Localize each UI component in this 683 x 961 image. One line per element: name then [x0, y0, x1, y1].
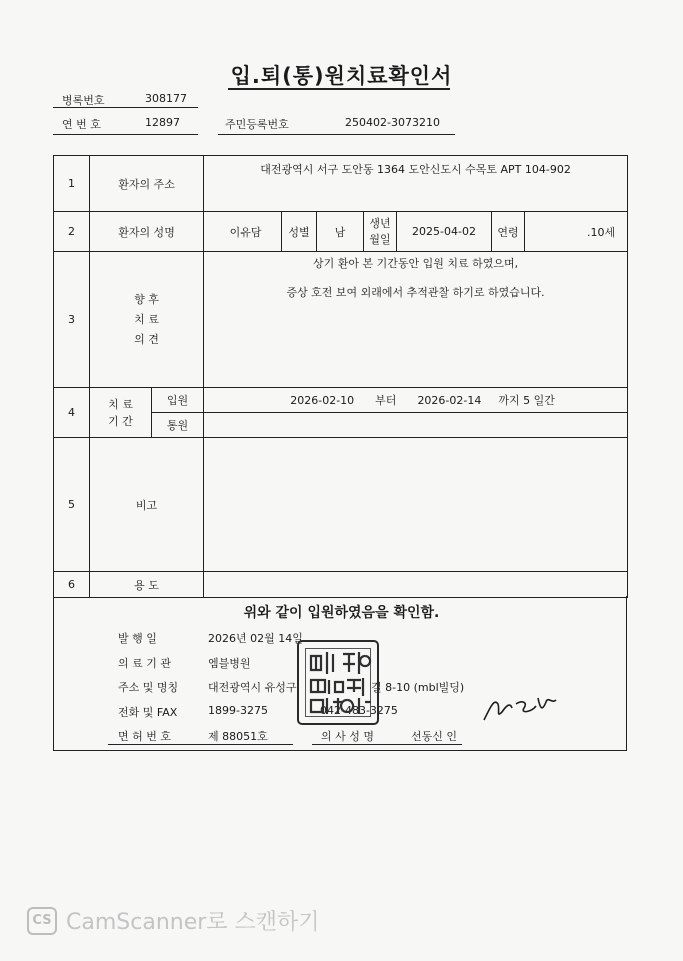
inpatient-end: 2026-02-14 — [417, 394, 482, 407]
serial-number-underline — [53, 134, 198, 135]
institution-address: 대전광역시 유성구 — [208, 681, 297, 694]
resident-number-value: 250402-3073210 — [345, 116, 440, 129]
address-label: 환자의 주소 — [90, 156, 204, 212]
birth-date: 2025-04-02 — [397, 212, 492, 252]
camscanner-logo-icon: CS — [27, 907, 57, 935]
issue-date-label: 발 행 일 — [118, 632, 157, 645]
row-1-number: 1 — [54, 156, 90, 212]
opinion-label-line-2: 치 료 — [134, 312, 159, 326]
institution-value: 엠블병원 — [208, 657, 251, 670]
institution-address-tail: 길 8-10 (mbl빌딩) — [371, 681, 465, 694]
camscanner-watermark: CamScanner로 스캔하기 — [66, 910, 320, 935]
record-number-value: 308177 — [145, 92, 187, 105]
resident-number-underline — [218, 134, 455, 135]
opinion-label — [90, 252, 204, 388]
doctor-signature — [480, 690, 560, 726]
record-number-underline — [53, 107, 198, 108]
certificate-table — [53, 155, 628, 598]
name-label: 환자의 성명 — [90, 212, 204, 252]
inpatient-until: 까지 5 일간 — [498, 394, 555, 407]
opinion-line-1: 상기 환아 본 기간동안 입원 치료 하였으며, — [313, 257, 519, 270]
period-label-line-1: 치 료 — [108, 397, 133, 411]
license-label: 면 허 번 호 — [118, 730, 171, 743]
age-value: .10세 — [525, 212, 628, 252]
opinion-text — [204, 252, 628, 388]
fax-value: 042-483-3275 — [320, 704, 398, 717]
period-label-line-2: 기 간 — [108, 414, 133, 428]
birth-label — [364, 212, 397, 252]
record-number-label: 병록번호 — [62, 94, 105, 107]
document-title: 입.퇴(통)원치료확인서 — [230, 64, 453, 88]
row-4-number: 4 — [54, 388, 90, 438]
inpatient-from: 부터 — [375, 394, 397, 407]
resident-number-label: 주민등록번호 — [225, 118, 289, 131]
opinion-line-2: 증상 호전 보여 외래에서 추적관찰 하기로 하였습니다. — [286, 286, 545, 299]
confirmation-text: 위와 같이 입원하였음을 확인함. — [243, 605, 440, 621]
remarks-label: 비고 — [90, 438, 204, 572]
title-underline — [228, 88, 450, 90]
serial-number-value: 12897 — [145, 116, 180, 129]
issue-date-value: 2026년 02월 14일 — [208, 632, 303, 645]
opinion-label-line-3: 의 견 — [134, 332, 159, 346]
outpatient-period — [204, 413, 628, 438]
birth-label-line-1: 생년 — [369, 216, 391, 230]
remarks-value — [204, 438, 628, 572]
phone-fax-label: 전화 및 FAX — [118, 706, 178, 719]
seal-glyphs — [297, 640, 379, 725]
serial-number-label: 연 번 호 — [62, 118, 101, 131]
phone-value: 1899-3275 — [208, 704, 268, 717]
outpatient-label: 통원 — [152, 413, 204, 438]
inpatient-start: 2026-02-10 — [290, 394, 355, 407]
row-3-number: 3 — [54, 252, 90, 388]
row-2-number: 2 — [54, 212, 90, 252]
age-label: 연령 — [492, 212, 525, 252]
address-name-label: 주소 및 명칭 — [118, 681, 179, 694]
hospital-seal — [297, 640, 379, 725]
period-label — [90, 388, 152, 438]
inpatient-period — [204, 388, 628, 413]
birth-label-line-2: 월일 — [369, 232, 391, 246]
sex-label: 성별 — [282, 212, 317, 252]
inpatient-label: 입원 — [152, 388, 204, 413]
purpose-label: 용 도 — [90, 572, 204, 598]
license-value: 제 88051호 — [208, 730, 268, 743]
patient-name: 이유담 — [204, 212, 282, 252]
opinion-label-line-1: 향 후 — [134, 292, 159, 306]
row-5-number: 5 — [54, 438, 90, 572]
purpose-value — [204, 572, 628, 598]
sex-value: 남 — [317, 212, 364, 252]
license-underline — [108, 744, 293, 745]
doctor-underline — [312, 744, 462, 745]
doctor-name: 선동신 인 — [411, 730, 458, 743]
institution-label: 의 료 기 관 — [118, 657, 171, 670]
row-6-number: 6 — [54, 572, 90, 598]
address-value: 대전광역시 서구 도안동 1364 도안신도시 수목토 APT 104-902 — [204, 156, 628, 212]
doctor-label: 의 사 성 명 — [321, 730, 374, 743]
